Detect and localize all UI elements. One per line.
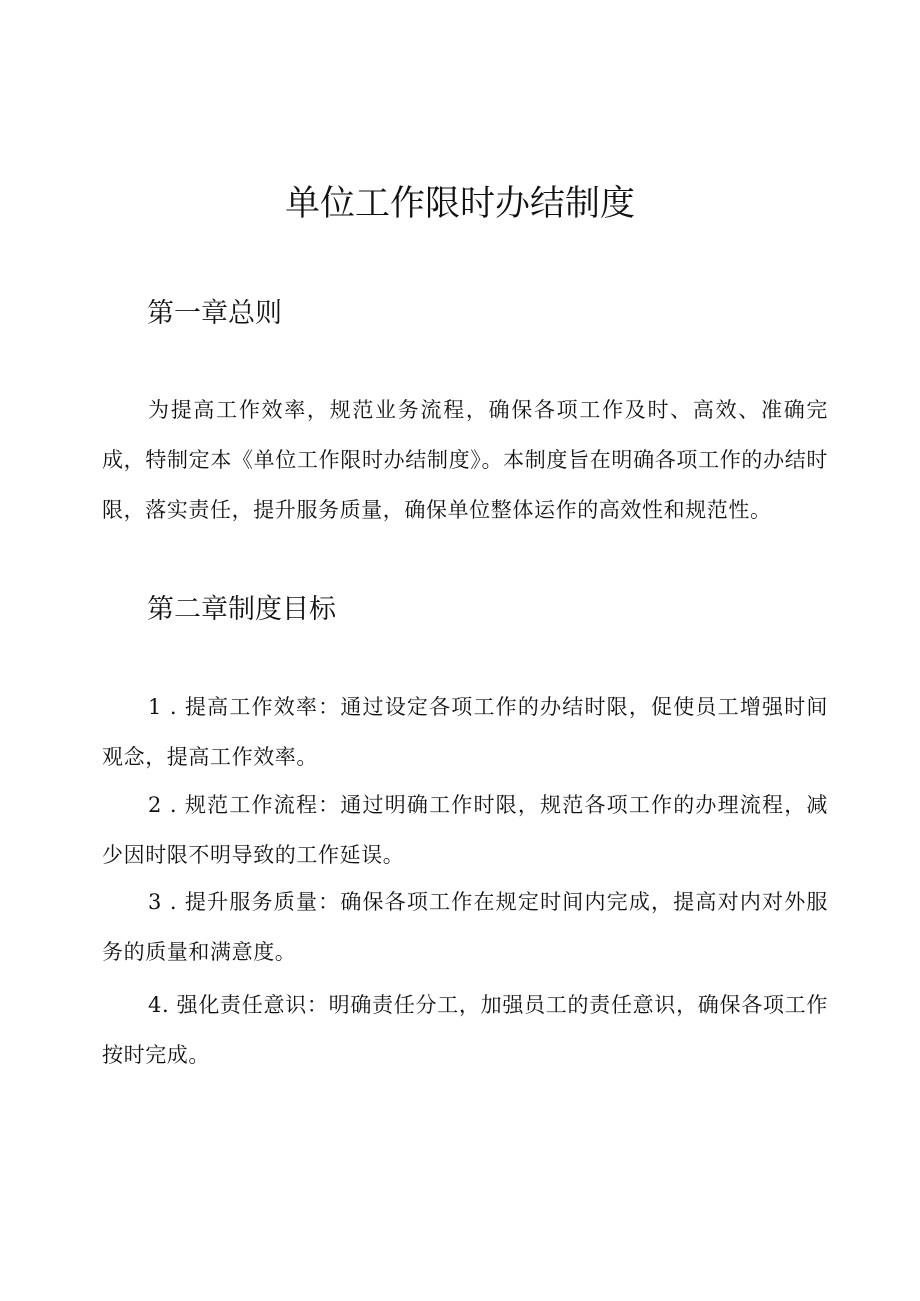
- goal-item-4: 4. 强化责任意识：明确责任分工，加强员工的责任意识，确保各项工作按时完成。: [102, 993, 828, 1067]
- goal-item-1: 1 . 提高工作效率：通过设定各项工作的办结时限，促使员工增强时间观念，提高工作效率。: [102, 695, 828, 769]
- document-title: 单位工作限时办结制度: [284, 184, 635, 224]
- chapter-1-paragraph: 为提高工作效率，规范业务流程，确保各项工作及时、高效、准确完成，特制定本《单位工作限时办结制度》。本制度旨在明确各项工作的办结时限，落实责任，提升服务质量，确保单位整体运作的高效性和规范性。: [102, 398, 828, 522]
- goal-item-3: 3 . 提升服务质量：确保各项工作在规定时间内完成，提高对内对外服务的质量和满意度。: [102, 890, 828, 964]
- chapter-1-heading: 第一章总则: [147, 298, 282, 329]
- goal-item-2: 2 . 规范工作流程：通过明确工作时限，规范各项工作的办理流程，减少因时限不明导致的工作延误。: [102, 793, 828, 867]
- chapter-2-heading: 第二章制度目标: [147, 594, 336, 625]
